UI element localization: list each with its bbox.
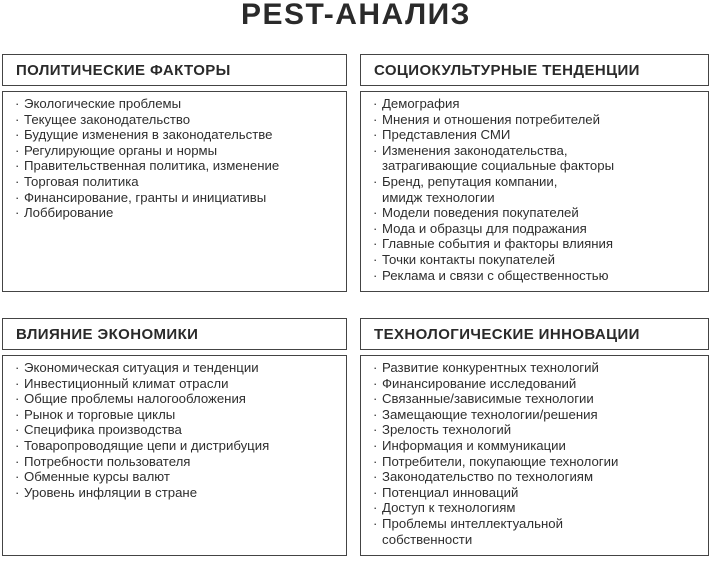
list-item xyxy=(15,422,346,438)
bullet-icon: · xyxy=(15,158,20,174)
list-item-text: Развитие конкурентных технологий xyxy=(382,360,599,375)
bullet-icon: · xyxy=(15,391,20,407)
bullet-icon: · xyxy=(373,127,378,143)
list-item xyxy=(373,454,708,470)
list-item-text: Зрелость технологий xyxy=(382,422,512,438)
bullet-icon: · xyxy=(15,484,20,500)
list-item xyxy=(15,454,346,470)
list-item xyxy=(373,236,708,252)
list-item xyxy=(15,407,346,423)
bullet-icon: · xyxy=(15,422,20,438)
bullet-icon: · xyxy=(373,220,378,236)
technological-innovations-list xyxy=(373,360,708,547)
list-item-text: Экологические проблемы xyxy=(24,96,182,111)
list-item xyxy=(373,252,708,268)
list-item xyxy=(373,500,708,516)
list-item-text: собственности xyxy=(382,531,473,547)
list-item xyxy=(373,112,708,128)
technological-innovations-heading: ТЕХНОЛОГИЧЕСКИЕ ИННОВАЦИИ xyxy=(374,325,640,343)
list-item-text: Представления СМИ xyxy=(382,127,511,143)
list-item xyxy=(15,391,346,407)
bullet-icon: · xyxy=(15,437,20,453)
list-item xyxy=(373,376,708,392)
list-item xyxy=(373,469,708,485)
list-item-text: Реклама и связи с общественностью xyxy=(382,267,609,283)
list-item-text: Проблемы интеллектуальной xyxy=(382,515,563,531)
list-item xyxy=(15,190,346,206)
bullet-icon: · xyxy=(373,515,378,531)
list-item-text: Торговая политика xyxy=(24,173,139,189)
list-item-text: Доступ к технологиям xyxy=(382,500,516,516)
list-item-text: Товаропроводящие цепи и дистрибуция xyxy=(24,437,270,453)
political-factors-header xyxy=(2,54,347,86)
list-item xyxy=(373,360,708,376)
technological-innovations-panel xyxy=(360,355,709,556)
bullet-icon: · xyxy=(373,422,378,438)
list-item-text: Финансирование исследований xyxy=(382,375,577,391)
economic-influence-heading: ВЛИЯНИЕ ЭКОНОМИКИ xyxy=(16,325,199,343)
list-item-text: Обменные курсы валют xyxy=(24,469,170,485)
bullet-icon: · xyxy=(373,437,378,453)
bullet-icon: · xyxy=(15,453,20,469)
list-item xyxy=(15,469,346,485)
bullet-icon: · xyxy=(15,142,20,158)
bullet-icon: · xyxy=(15,189,20,205)
list-item-text: затрагивающие социальные факторы xyxy=(382,158,615,174)
list-item-text: Регулирующие органы и нормы xyxy=(24,142,218,158)
economic-influence-list xyxy=(15,360,346,500)
bullet-icon: · xyxy=(373,500,378,516)
list-item xyxy=(15,143,346,159)
bullet-icon: · xyxy=(373,96,378,111)
sociocultural-trends-list xyxy=(373,96,708,283)
list-item-text: Демография xyxy=(382,96,460,111)
list-item xyxy=(15,485,346,501)
list-item xyxy=(15,438,346,454)
bullet-icon: · xyxy=(373,391,378,407)
list-item xyxy=(373,391,708,407)
list-item-text: Лоббирование xyxy=(24,205,114,221)
list-item-text: Специфика производства xyxy=(24,422,182,438)
list-item xyxy=(373,96,708,112)
list-item xyxy=(373,174,708,190)
list-item xyxy=(373,221,708,237)
list-item xyxy=(15,112,346,128)
list-item-continuation xyxy=(373,158,708,174)
list-item xyxy=(373,422,708,438)
list-item xyxy=(15,205,346,221)
bullet-icon: · xyxy=(15,360,20,375)
list-item xyxy=(373,485,708,501)
bullet-icon: · xyxy=(373,484,378,500)
list-item-continuation xyxy=(373,190,708,206)
list-item xyxy=(373,438,708,454)
sociocultural-trends-header xyxy=(360,54,709,86)
political-factors-heading: ПОЛИТИЧЕСКИЕ ФАКТОРЫ xyxy=(16,61,231,79)
political-factors-list xyxy=(15,96,346,221)
list-item-text: Общие проблемы налогообложения xyxy=(24,391,246,407)
bullet-icon: · xyxy=(15,205,20,221)
list-item xyxy=(15,158,346,174)
page-title: PEST-АНАЛИЗ xyxy=(241,0,471,31)
list-item-text: Бренд, репутация компании, xyxy=(382,173,558,189)
bullet-icon: · xyxy=(373,469,378,485)
list-item xyxy=(373,143,708,159)
bullet-icon: · xyxy=(373,111,378,127)
bullet-icon: · xyxy=(373,205,378,221)
list-item xyxy=(15,174,346,190)
list-item xyxy=(15,127,346,143)
list-item-text: имидж технологии xyxy=(382,189,495,205)
list-item-text: Потребности пользователя xyxy=(24,453,191,469)
list-item xyxy=(15,376,346,392)
bullet-icon: · xyxy=(15,406,20,422)
list-item-text: Изменения законодательства, xyxy=(382,142,568,158)
list-item-text: Потенциал инноваций xyxy=(382,484,519,500)
list-item xyxy=(373,407,708,423)
bullet-icon: · xyxy=(15,173,20,189)
list-item-text: Уровень инфляции в стране xyxy=(24,484,198,500)
bullet-icon: · xyxy=(373,267,378,283)
political-factors-panel xyxy=(2,91,347,292)
bullet-icon: · xyxy=(373,453,378,469)
bullet-icon: · xyxy=(373,375,378,391)
list-item-text: Информация и коммуникации xyxy=(382,437,566,453)
sociocultural-trends-heading: СОЦИОКУЛЬТУРНЫЕ ТЕНДЕНЦИИ xyxy=(374,61,640,79)
list-item-continuation xyxy=(373,532,708,548)
list-item xyxy=(373,268,708,284)
list-item-text: Точки контакты покупателей xyxy=(382,251,555,267)
bullet-icon: · xyxy=(373,173,378,189)
technological-innovations-header xyxy=(360,318,709,350)
bullet-icon: · xyxy=(373,406,378,422)
bullet-icon: · xyxy=(373,236,378,252)
list-item-text: Экономическая ситуация и тенденции xyxy=(24,360,259,375)
economic-influence-panel xyxy=(2,355,347,556)
bullet-icon: · xyxy=(15,96,20,111)
list-item-text: Главные события и факторы влияния xyxy=(382,236,614,252)
list-item-text: Рынок и торговые циклы xyxy=(24,406,176,422)
list-item-text: Связанные/зависимые технологии xyxy=(382,391,594,407)
bullet-icon: · xyxy=(373,142,378,158)
bullet-icon: · xyxy=(15,111,20,127)
list-item-text: Инвестиционный климат отрасли xyxy=(24,375,229,391)
list-item xyxy=(15,360,346,376)
list-item xyxy=(373,516,708,532)
bullet-icon: · xyxy=(15,469,20,485)
list-item-text: Модели поведения покупателей xyxy=(382,205,579,221)
sociocultural-trends-panel xyxy=(360,91,709,292)
economic-influence-header xyxy=(2,318,347,350)
list-item xyxy=(373,127,708,143)
list-item-text: Текущее законодательство xyxy=(24,111,191,127)
bullet-icon: · xyxy=(373,360,378,375)
list-item-text: Мода и образцы для подражания xyxy=(382,220,587,236)
bullet-icon: · xyxy=(373,251,378,267)
bullet-icon: · xyxy=(15,127,20,143)
list-item-text: Законодательство по технологиям xyxy=(382,469,594,485)
list-item-text: Правительственная политика, изменение xyxy=(24,158,280,174)
list-item-text: Замещающие технологии/решения xyxy=(382,406,598,422)
list-item xyxy=(15,96,346,112)
list-item-text: Потребители, покупающие технологии xyxy=(382,453,619,469)
bullet-icon: · xyxy=(15,375,20,391)
list-item-text: Будущие изменения в законодательстве xyxy=(24,127,273,143)
list-item xyxy=(373,205,708,221)
list-item-text: Финансирование, гранты и инициативы xyxy=(24,189,267,205)
list-item-text: Мнения и отношения потребителей xyxy=(382,111,601,127)
